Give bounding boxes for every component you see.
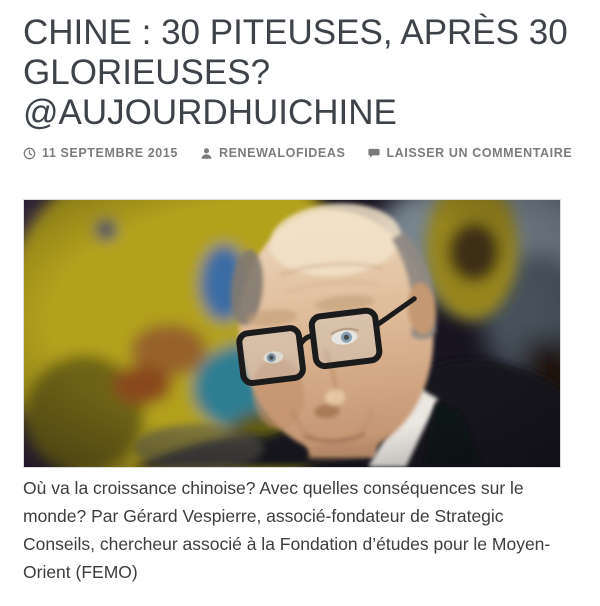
speech-bubble-icon [367,147,380,160]
user-icon [200,147,213,160]
featured-image-art [24,200,560,467]
post-author: RENEWALOFIDEAS [218,146,346,160]
post-title [23,13,577,133]
post-author-link[interactable] [200,146,345,160]
post-comments-link[interactable] [367,146,572,160]
post-excerpt: Où va la croissance chinoise? Avec quelles conséquences sur le monde? Par Gérard Vespierre, associé-fondateur de Strategic Conseils, chercheur associé à la Fondation d’études pour le Moyen-Orient (FEMO) [23,478,551,582]
post-date-link[interactable] [23,146,178,160]
featured-image [23,199,561,468]
post-title-line-1: CHINE : 30 PITEUSES, APRÈS 30 [23,13,568,52]
post-date: 11 SEPTEMBRE 2015 [42,146,178,160]
post-comments-label: LAISSER UN COMMENTAIRE [386,146,573,160]
post-title-line-3: @AUJOURDHUICHINE [23,93,397,132]
clock-icon [23,147,36,160]
post-title-line-2: GLORIEUSES? [23,53,271,92]
post-meta [23,145,577,161]
